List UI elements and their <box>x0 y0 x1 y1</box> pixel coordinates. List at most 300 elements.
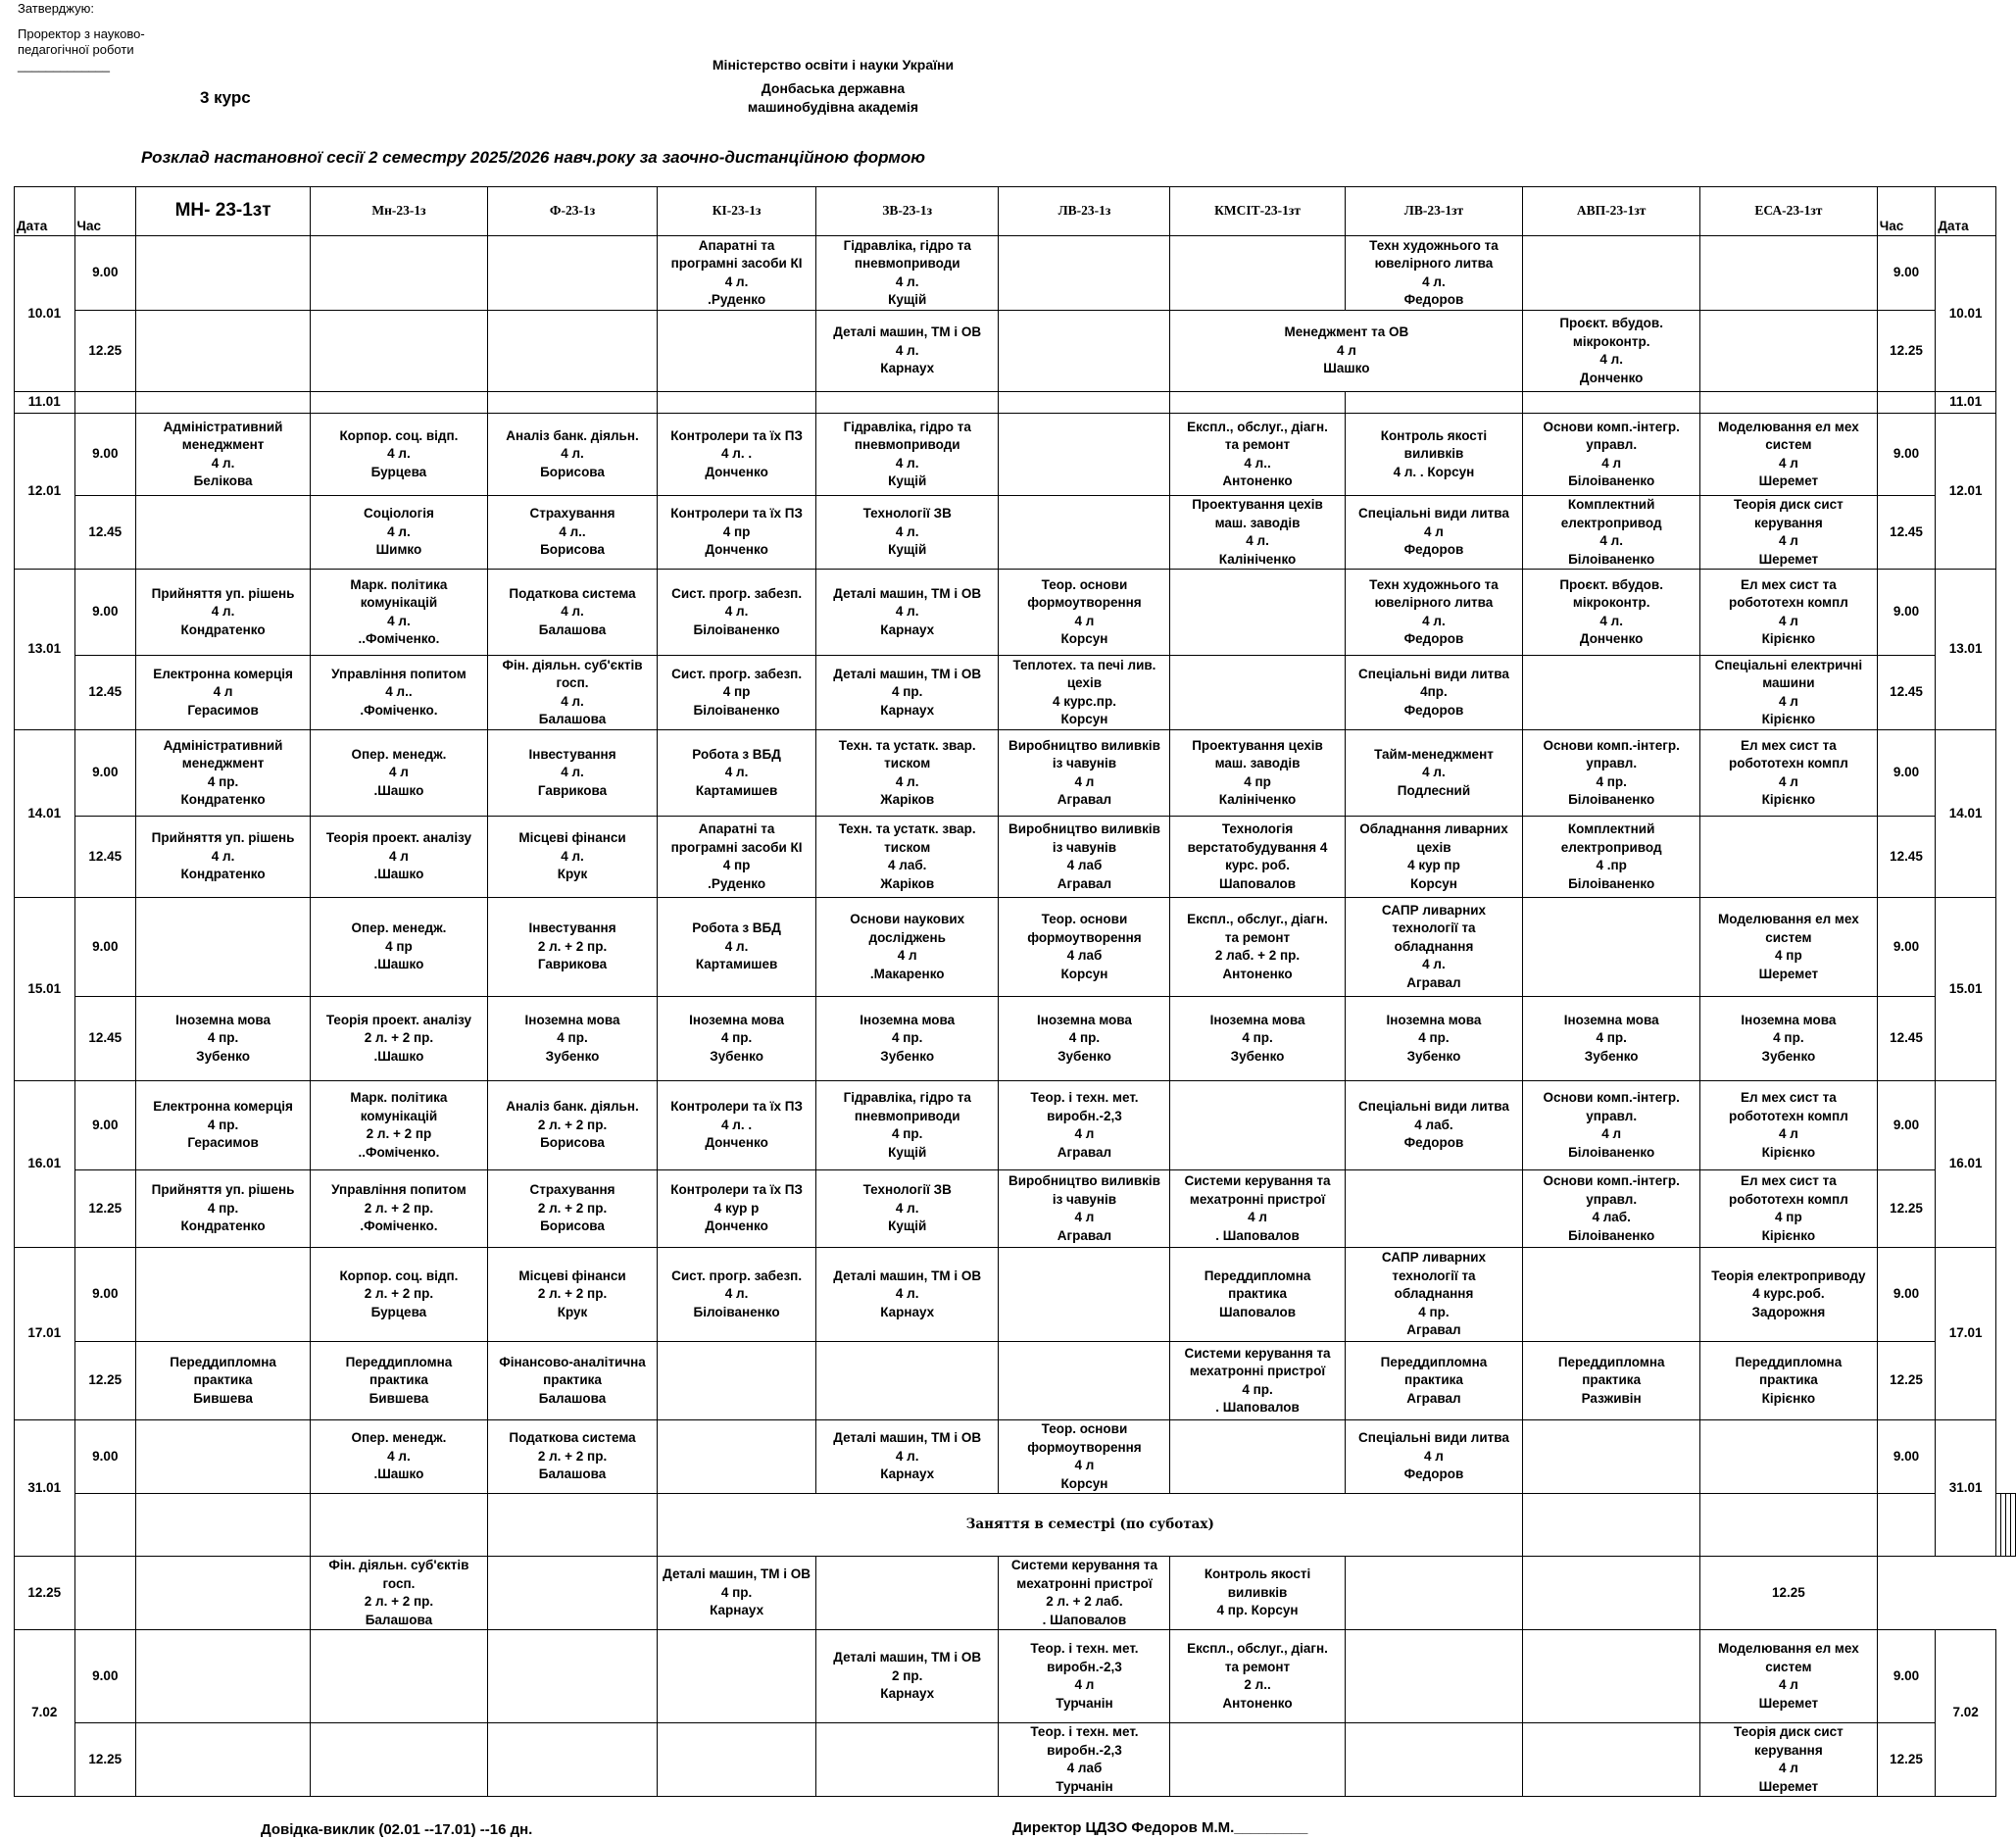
date-header-right: Дата <box>1936 187 1996 236</box>
schedule-cell: Теор. основи формоутворення 4 л Корсун <box>999 1420 1170 1494</box>
schedule-cell: Марк. політика комунікацій 4 л. ..Фоміченко. <box>311 570 488 656</box>
schedule-row <box>15 311 2016 392</box>
schedule-cell: Проєкт. вбудов. мікроконтр. 4 л. Донченко <box>1523 570 1700 656</box>
schedule-cell: Спеціальні види литва 4 лаб. Федоров <box>1345 1081 1523 1170</box>
schedule-row <box>15 656 2016 730</box>
schedule-cell <box>999 1342 1170 1420</box>
schedule-cell: Системи керування та мехатронні пристрої 4 л . Шаповалов <box>1170 1170 1345 1248</box>
time-cell: 9.00 <box>74 1420 136 1494</box>
time-cell-right: 12.25 <box>1877 1723 1936 1797</box>
schedule-cell: Гідравліка, гідро та пневмоприводи 4 л. Кущій <box>815 414 999 496</box>
time-cell: 9.00 <box>74 414 136 496</box>
schedule-cell: Спеціальні види литва 4 л Федоров <box>1345 1420 1523 1494</box>
schedule-cell: Контроль якості виливків 4 пр. Корсун <box>1170 1557 1345 1630</box>
schedule-cell: Проектування цехів маш. заводів 4 пр Калініченко <box>1170 730 1345 817</box>
group-header: МН- 23-1зт <box>136 187 311 236</box>
date-header: Дата <box>15 187 75 236</box>
date-cell-right: 14.01 <box>1936 730 1996 898</box>
schedule-cell: Виробництво виливків із чавунів 4 л Агравал <box>999 1170 1170 1248</box>
schedule-cell: Переддипломна практика Бившева <box>136 1342 311 1420</box>
approval-label: Затверджую: <box>18 1 94 16</box>
time-cell: 12.45 <box>74 496 136 570</box>
schedule-cell: Експл., обслуг., діагн. та ремонт 4 л.. Антоненко <box>1170 414 1345 496</box>
schedule-cell <box>487 1494 657 1557</box>
schedule-cell: Інвестування 2 л. + 2 пр. Гаврикова <box>487 898 657 997</box>
schedule-cell <box>999 236 1170 311</box>
schedule-cell: Моделювання ел мех систем 4 л Шеремет <box>1700 414 1878 496</box>
schedule-cell: Переддипломна практика Разживін <box>1523 1342 1700 1420</box>
schedule-cell: Страхування 2 л. + 2 пр. Борисова <box>487 1170 657 1248</box>
schedule-cell: Соціологія 4 л. Шимко <box>311 496 488 570</box>
date-cell: 7.02 <box>15 1630 75 1797</box>
schedule-cell: Теорія проект. аналізу 2 л. + 2 пр. .Шашко <box>311 997 488 1081</box>
schedule-row <box>15 730 2016 817</box>
schedule-row <box>15 1723 2016 1797</box>
schedule-cell: Адміністративний менеджмент 4 л. Белікова <box>136 414 311 496</box>
time-cell-right: 9.00 <box>1877 1248 1936 1342</box>
schedule-cell <box>1700 1494 1878 1557</box>
schedule-cell: Місцеві фінанси 4 л. Крук <box>487 817 657 898</box>
date-cell-right: 13.01 <box>1936 570 1996 730</box>
schedule-cell: Основи комп.-інтегр. управл. 4 пр. Білоіваненко <box>1523 730 1700 817</box>
time-cell-right: 12.25 <box>1877 1170 1936 1248</box>
schedule-cell: Податкова система 4 л. Балашова <box>487 570 657 656</box>
date-cell: 13.01 <box>15 570 75 730</box>
empty-cell <box>1345 392 1523 414</box>
schedule-cell <box>1170 236 1345 311</box>
group-header: ЛВ-23-1зт <box>1345 187 1523 236</box>
date-cell <box>74 1494 136 1557</box>
schedule-cell <box>487 236 657 311</box>
schedule-cell: Переддипломна практика Агравал <box>1345 1342 1523 1420</box>
time-cell-right: 9.00 <box>1877 1081 1936 1170</box>
time-cell: 12.25 <box>74 1170 136 1248</box>
date-cell-right: 7.02 <box>1936 1630 1996 1797</box>
schedule-cell: Техн художнього та ювелірного литва 4 л. Федоров <box>1345 236 1523 311</box>
schedule-cell <box>487 1723 657 1797</box>
schedule-cell <box>487 1557 657 1630</box>
schedule-cell <box>311 1630 488 1723</box>
date-cell: 31.01 <box>15 1420 75 1557</box>
schedule-cell <box>136 1630 311 1723</box>
time-cell: 9.00 <box>74 1081 136 1170</box>
course-label: 3 курс <box>200 88 251 107</box>
time-header: Час <box>74 187 136 236</box>
schedule-cell <box>658 1723 816 1797</box>
schedule-cell: Сист. прогр. забезп. 4 л. Білоіваненко <box>658 1248 816 1342</box>
time-cell-right: 9.00 <box>1877 570 1936 656</box>
empty-cell <box>74 392 136 414</box>
empty-cell <box>1523 392 1700 414</box>
group-header: Ф-23-1з <box>487 187 657 236</box>
time-cell: 12.45 <box>74 656 136 730</box>
time-cell: 12.25 <box>74 1342 136 1420</box>
time-cell-right: 12.45 <box>1877 817 1936 898</box>
schedule-cell: Контролери та їх ПЗ 4 л. . Донченко <box>658 414 816 496</box>
schedule-cell <box>1345 1557 1523 1630</box>
schedule-cell <box>136 1723 311 1797</box>
schedule-cell: Проектування цехів маш. заводів 4 л. Калініченко <box>1170 496 1345 570</box>
schedule-row <box>15 414 2016 496</box>
schedule-cell <box>311 311 488 392</box>
page-title: Розклад настановної сесії 2 семестру 2025/2026 навч.року за заочно-дистанційною формою <box>141 148 925 167</box>
schedule-cell: Теорія диск сист керування 4 л Шеремет <box>1700 1723 1878 1797</box>
schedule-cell <box>815 1342 999 1420</box>
schedule-cell: Сист. прогр. забезп. 4 пр Білоіваненко <box>658 656 816 730</box>
schedule-cell: Іноземна мова 4 пр. Зубенко <box>1170 997 1345 1081</box>
schedule-cell: САПР ливарних технології та обладнання 4 л. Агравал <box>1345 898 1523 997</box>
group-header: ЕСА-23-1зт <box>1700 187 1878 236</box>
schedule-cell: Технології ЗВ 4 л. Кущій <box>815 1170 999 1248</box>
schedule-cell: Робота з ВБД 4 л. Картамишев <box>658 898 816 997</box>
schedule-cell <box>136 1557 311 1630</box>
schedule-row <box>15 236 2016 311</box>
group-header: АВП-23-1зт <box>1523 187 1700 236</box>
schedule-cell <box>815 1557 999 1630</box>
schedule-cell: Фін. діяльн. суб'єктів госп. 2 л. + 2 пр. Балашова <box>311 1557 488 1630</box>
semester-note-row <box>15 1494 2016 1557</box>
time-cell: 9.00 <box>74 1248 136 1342</box>
director-signature: Директор ЦДЗО Федоров М.М._________ <box>1012 1819 1308 1836</box>
schedule-cell: Ел мех сист та робототехн компл 4 л Кірієнко <box>1700 570 1878 656</box>
schedule-cell: Контролери та їх ПЗ 4 кур р Донченко <box>658 1170 816 1248</box>
date-cell-right: 10.01 <box>1936 236 1996 392</box>
schedule-cell <box>815 1723 999 1797</box>
schedule-cell <box>487 1630 657 1723</box>
schedule-cell <box>1523 1420 1700 1494</box>
schedule-cell: Системи керування та мехатронні пристрої 4 пр. . Шаповалов <box>1170 1342 1345 1420</box>
schedule-cell: Опер. менедж. 4 пр .Шашко <box>311 898 488 997</box>
time-header-right: Час <box>1877 187 1936 236</box>
time-cell: 12.25 <box>15 1557 75 1630</box>
date-cell: 12.01 <box>15 414 75 570</box>
schedule-cell: Теор. основи формоутворення 4 л Корсун <box>999 570 1170 656</box>
schedule-cell: Іноземна мова 4 пр. Зубенко <box>815 997 999 1081</box>
schedule-cell: Адміністративний менеджмент 4 пр. Кондратенко <box>136 730 311 817</box>
time-cell-right: 12.25 <box>1877 311 1936 392</box>
schedule-cell: Експл., обслуг., діагн. та ремонт 2 л.. Антоненко <box>1170 1630 1345 1723</box>
schedule-cell <box>1523 236 1700 311</box>
schedule-cell <box>1170 656 1345 730</box>
schedule-cell: Контроль якості виливків 4 л. . Корсун <box>1345 414 1523 496</box>
prorector-line-2: педагогічної роботи <box>18 42 134 57</box>
time-cell-right: 9.00 <box>1877 730 1936 817</box>
schedule-cell <box>1523 1248 1700 1342</box>
signature-line: _____________ <box>18 58 110 73</box>
time-cell-right: 9.00 <box>1877 236 1936 311</box>
schedule-row <box>15 1557 2016 1630</box>
schedule-cell <box>658 1420 816 1494</box>
schedule-cell <box>999 414 1170 496</box>
schedule-cell <box>658 1342 816 1420</box>
schedule-cell: Спеціальні види литва 4 л Федоров <box>1345 496 1523 570</box>
schedule-row <box>15 898 2016 997</box>
schedule-cell <box>1170 1723 1345 1797</box>
schedule-cell: Прийняття уп. рішень 4 л. Кондратенко <box>136 570 311 656</box>
empty-cell <box>1877 392 1936 414</box>
schedule-cell: Місцеві фінанси 2 л. + 2 пр. Крук <box>487 1248 657 1342</box>
schedule-cell: Іноземна мова 4 пр. Зубенко <box>658 997 816 1081</box>
schedule-row <box>15 1248 2016 1342</box>
schedule-table <box>14 186 2016 1797</box>
schedule-cell: Переддипломна практика Кірієнко <box>1700 1342 1878 1420</box>
empty-cell <box>487 392 657 414</box>
empty-cell <box>311 392 488 414</box>
schedule-cell: Іноземна мова 4 пр. Зубенко <box>999 997 1170 1081</box>
header-row <box>15 187 2016 236</box>
schedule-cell: Експл., обслуг., діагн. та ремонт 2 лаб. + 2 пр. Антоненко <box>1170 898 1345 997</box>
schedule-cell: Деталі машин, ТМ і ОВ 4 л. Карнаух <box>815 570 999 656</box>
schedule-cell: Моделювання ел мех систем 4 л Шеремет <box>1700 1630 1878 1723</box>
time-cell: 9.00 <box>74 236 136 311</box>
empty-cell <box>1170 392 1345 414</box>
date-cell-right: 15.01 <box>1936 898 1996 1081</box>
date-cell-right: 17.01 <box>1936 1248 1996 1420</box>
schedule-row <box>15 496 2016 570</box>
schedule-cell: Основи комп.-інтегр. управл. 4 л Білоіваненко <box>1523 414 1700 496</box>
date-cell-right: 31.01 <box>1936 1420 1996 1557</box>
schedule-cell <box>1170 1081 1345 1170</box>
schedule-cell: Деталі машин, ТМ і ОВ 4 л. Карнаух <box>815 311 999 392</box>
schedule-cell <box>999 496 1170 570</box>
time-cell <box>136 1494 311 1557</box>
schedule-cell: Виробництво виливків із чавунів 4 лаб Агравал <box>999 817 1170 898</box>
date-cell-right <box>2011 1494 2016 1557</box>
date-cell-right: 12.01 <box>1936 414 1996 570</box>
schedule-cell <box>1700 236 1878 311</box>
schedule-cell <box>136 496 311 570</box>
schedule-cell: Основи комп.-інтегр. управл. 4 лаб. Білоіваненко <box>1523 1170 1700 1248</box>
schedule-cell: Переддипломна практика Шаповалов <box>1170 1248 1345 1342</box>
schedule-cell: Опер. менедж. 4 л. .Шашко <box>311 1420 488 1494</box>
date-cell: 15.01 <box>15 898 75 1081</box>
schedule-cell: Аналіз банк. діяльн. 2 л. + 2 пр. Борисова <box>487 1081 657 1170</box>
schedule-cell: Спеціальні електричні машини 4 л Кірієнко <box>1700 656 1878 730</box>
schedule-row <box>15 1081 2016 1170</box>
ministry-line-2: Донбаська державна <box>761 80 906 96</box>
date-cell-right: 11.01 <box>1936 392 1996 414</box>
schedule-cell: Теор. основи формоутворення 4 лаб Корсун <box>999 898 1170 997</box>
schedule-cell: Робота з ВБД 4 л. Картамишев <box>658 730 816 817</box>
schedule-cell <box>1523 1723 1700 1797</box>
schedule-cell: Менеджмент та ОВ 4 л Шашко <box>1170 311 1523 392</box>
schedule-cell: Тайм-менеджмент 4 л. Подлесний <box>1345 730 1523 817</box>
schedule-cell: Деталі машин, ТМ і ОВ 2 пр. Карнаух <box>815 1630 999 1723</box>
schedule-cell: Моделювання ел мех систем 4 пр Шеремет <box>1700 898 1878 997</box>
schedule-cell: Теор. і техн. мет. виробн.-2,3 4 лаб Турчанін <box>999 1723 1170 1797</box>
time-cell-right: 9.00 <box>1877 898 1936 997</box>
schedule-cell: Контролери та їх ПЗ 4 л. . Донченко <box>658 1081 816 1170</box>
schedule-cell: Корпор. соц. відп. 4 л. Бурцева <box>311 414 488 496</box>
schedule-cell: Основи наукових досліджень 4 л .Макаренко <box>815 898 999 997</box>
empty-cell <box>658 392 816 414</box>
schedule-cell <box>1700 817 1878 898</box>
date-cell: 14.01 <box>15 730 75 898</box>
schedule-cell: Ел мех сист та робототехн компл 4 л Кірієнко <box>1700 1081 1878 1170</box>
schedule-cell: Апаратні та програмні засоби КІ 4 л. .Руденко <box>658 236 816 311</box>
time-cell-right: 9.00 <box>1877 1630 1936 1723</box>
schedule-cell: Деталі машин, ТМ і ОВ 4 л. Карнаух <box>815 1420 999 1494</box>
empty-cell <box>1700 392 1878 414</box>
schedule-cell <box>1170 570 1345 656</box>
schedule-cell: Переддипломна практика Бившева <box>311 1342 488 1420</box>
schedule-cell: Деталі машин, ТМ і ОВ 4 пр. Карнаух <box>658 1557 816 1630</box>
date-cell: 11.01 <box>15 392 75 414</box>
schedule-cell: Корпор. соц. відп. 2 л. + 2 пр. Бурцева <box>311 1248 488 1342</box>
schedule-cell <box>1523 1494 1700 1557</box>
schedule-cell: Управління попитом 4 л.. .Фоміченко. <box>311 656 488 730</box>
ministry-line-1: Міністерство освіти і науки України <box>712 57 955 73</box>
schedule-cell: Теорія диск сист керування 4 л Шеремет <box>1700 496 1878 570</box>
date-cell: 17.01 <box>15 1248 75 1420</box>
schedule-cell: САПР ливарних технології та обладнання 4 пр. Агравал <box>1345 1248 1523 1342</box>
schedule-cell <box>1700 1420 1878 1494</box>
schedule-cell: Ел мех сист та робототехн компл 4 пр Кірієнко <box>1700 1170 1878 1248</box>
schedule-cell: Проєкт. вбудов. мікроконтр. 4 л. Донченко <box>1523 311 1700 392</box>
schedule-cell <box>311 1723 488 1797</box>
schedule-cell <box>136 898 311 997</box>
schedule-cell: Теор. і техн. мет. виробн.-2,3 4 л Турчанін <box>999 1630 1170 1723</box>
schedule-cell <box>487 311 657 392</box>
schedule-cell: Виробництво виливків із чавунів 4 л Агравал <box>999 730 1170 817</box>
schedule-row <box>15 997 2016 1081</box>
schedule-cell: Прийняття уп. рішень 4 пр. Кондратенко <box>136 1170 311 1248</box>
schedule-cell: Контролери та їх ПЗ 4 пр Донченко <box>658 496 816 570</box>
schedule-cell <box>1523 656 1700 730</box>
schedule-cell <box>1345 1723 1523 1797</box>
schedule-cell: Сист. прогр. забезп. 4 л. Білоіваненко <box>658 570 816 656</box>
group-header: ЛВ-23-1з <box>999 187 1170 236</box>
time-cell-right: 12.45 <box>1877 997 1936 1081</box>
schedule-cell: Ел мех сист та робототехн компл 4 л Кірієнко <box>1700 730 1878 817</box>
time-cell-right: 12.25 <box>1700 1557 1878 1630</box>
schedule-cell: Опер. менедж. 4 л .Шашко <box>311 730 488 817</box>
schedule-cell <box>1523 898 1700 997</box>
empty-cell <box>815 392 999 414</box>
schedule-cell: Теорія проект. аналізу 4 л .Шашко <box>311 817 488 898</box>
time-cell-right: 9.00 <box>1877 414 1936 496</box>
schedule-cell: Технологія верстатобудування 4 курс. роб. Шаповалов <box>1170 817 1345 898</box>
schedule-cell <box>1345 1170 1523 1248</box>
schedule-cell: Обладнання ливарних цехів 4 кур пр Корсун <box>1345 817 1523 898</box>
schedule-cell: Електронна комерція 4 л Герасимов <box>136 656 311 730</box>
schedule-cell <box>999 311 1170 392</box>
schedule-cell: Теор. і техн. мет. виробн.-2,3 4 л Агравал <box>999 1081 1170 1170</box>
group-header: ЗВ-23-1з <box>815 187 999 236</box>
date-cell-right: 16.01 <box>1936 1081 1996 1248</box>
schedule-row <box>15 392 2016 414</box>
schedule-cell: Деталі машин, ТМ і ОВ 4 пр. Карнаух <box>815 656 999 730</box>
schedule-cell <box>136 236 311 311</box>
schedule-cell <box>74 1557 136 1630</box>
time-cell: 12.25 <box>74 311 136 392</box>
schedule-cell: Теорія електроприводу 4 курс.роб. Задорожня <box>1700 1248 1878 1342</box>
schedule-cell: Іноземна мова 4 пр. Зубенко <box>1345 997 1523 1081</box>
schedule-cell: Комплектний електропривод 4 л. Білоіваненко <box>1523 496 1700 570</box>
schedule-cell: Техн художнього та ювелірного литва 4 л. Федоров <box>1345 570 1523 656</box>
schedule-cell: Інвестування 4 л. Гаврикова <box>487 730 657 817</box>
schedule-row <box>15 570 2016 656</box>
time-cell: 9.00 <box>74 1630 136 1723</box>
schedule-row <box>15 1630 2016 1723</box>
date-cell: 10.01 <box>15 236 75 392</box>
certificate-note: Довідка-виклик (02.01 --17.01) --16 дн. <box>261 1821 533 1838</box>
schedule-cell <box>1523 1557 1700 1630</box>
time-cell: 12.25 <box>74 1723 136 1797</box>
group-header: Мн-23-1з <box>311 187 488 236</box>
time-cell: 9.00 <box>74 730 136 817</box>
schedule-cell: Іноземна мова 4 пр. Зубенко <box>136 997 311 1081</box>
schedule-cell: Фінансово-аналітична практика Балашова <box>487 1342 657 1420</box>
time-cell-right: 12.25 <box>1877 1342 1936 1420</box>
schedule-cell <box>1523 1630 1700 1723</box>
schedule-cell: Податкова система 2 л. + 2 пр. Балашова <box>487 1420 657 1494</box>
date-cell: 16.01 <box>15 1081 75 1248</box>
schedule-cell <box>658 311 816 392</box>
schedule-cell: Технології ЗВ 4 л. Кущій <box>815 496 999 570</box>
schedule-cell: Гідравліка, гідро та пневмоприводи 4 пр. Кущій <box>815 1081 999 1170</box>
time-cell: 9.00 <box>74 898 136 997</box>
schedule-cell: Марк. політика комунікацій 2 л. + 2 пр ..Фоміченко. <box>311 1081 488 1170</box>
empty-cell <box>999 392 1170 414</box>
schedule-cell: Комплектний електропривод 4 .пр Білоіваненко <box>1523 817 1700 898</box>
time-cell: 12.45 <box>74 997 136 1081</box>
schedule-cell <box>1170 1420 1345 1494</box>
ministry-line-3: машинобудівна академія <box>747 99 919 115</box>
schedule-cell: Фін. діяльн. суб'єктів госп. 4 л. Балашова <box>487 656 657 730</box>
schedule-cell <box>136 1248 311 1342</box>
schedule-cell: Іноземна мова 4 пр. Зубенко <box>487 997 657 1081</box>
schedule-cell: Іноземна мова 4 пр. Зубенко <box>1700 997 1878 1081</box>
empty-cell <box>136 392 311 414</box>
prorector-line-1: Проректор з науково- <box>18 26 145 41</box>
schedule-cell <box>136 311 311 392</box>
time-cell-right: 9.00 <box>1877 1420 1936 1494</box>
schedule-row <box>15 1170 2016 1248</box>
schedule-cell <box>136 1420 311 1494</box>
schedule-cell: Техн. та устатк. звар. тиском 4 л. Жаріков <box>815 730 999 817</box>
schedule-cell: Техн. та устатк. звар. тиском 4 лаб. Жаріков <box>815 817 999 898</box>
schedule-cell: Іноземна мова 4 пр. Зубенко <box>1523 997 1700 1081</box>
schedule-cell <box>1345 1630 1523 1723</box>
schedule-cell: Аналіз банк. діяльн. 4 л. Борисова <box>487 414 657 496</box>
semester-note: Заняття в семестрі (по суботах) <box>658 1494 1523 1557</box>
schedule-cell: Системи керування та мехатронні пристрої 2 л. + 2 лаб. . Шаповалов <box>999 1557 1170 1630</box>
group-header: КІ-23-1з <box>658 187 816 236</box>
schedule-cell: Теплотех. та печі лив. цехів 4 курс.пр. Корсун <box>999 656 1170 730</box>
schedule-cell: Спеціальні види литва 4пр. Федоров <box>1345 656 1523 730</box>
schedule-cell: Прийняття уп. рішень 4 л. Кондратенко <box>136 817 311 898</box>
schedule-cell: Страхування 4 л.. Борисова <box>487 496 657 570</box>
schedule-cell <box>658 1630 816 1723</box>
time-cell: 12.45 <box>74 817 136 898</box>
time-cell-right: 12.45 <box>1877 496 1936 570</box>
schedule-cell: Електронна комерція 4 пр. Герасимов <box>136 1081 311 1170</box>
schedule-cell: Управління попитом 2 л. + 2 пр. .Фоміченко. <box>311 1170 488 1248</box>
group-header: КМСІТ-23-1зт <box>1170 187 1345 236</box>
schedule-cell: Основи комп.-інтегр. управл. 4 л Білоіваненко <box>1523 1081 1700 1170</box>
schedule-cell: Апаратні та програмні засоби КІ 4 пр .Руденко <box>658 817 816 898</box>
schedule-cell <box>999 1248 1170 1342</box>
schedule-row <box>15 1342 2016 1420</box>
schedule-cell <box>311 236 488 311</box>
schedule-cell <box>1700 311 1878 392</box>
schedule-cell: Деталі машин, ТМ і ОВ 4 л. Карнаух <box>815 1248 999 1342</box>
schedule-cell: Гідравліка, гідро та пневмоприводи 4 л. Кущій <box>815 236 999 311</box>
schedule-row <box>15 817 2016 898</box>
time-cell: 9.00 <box>74 570 136 656</box>
schedule-row <box>15 1420 2016 1494</box>
